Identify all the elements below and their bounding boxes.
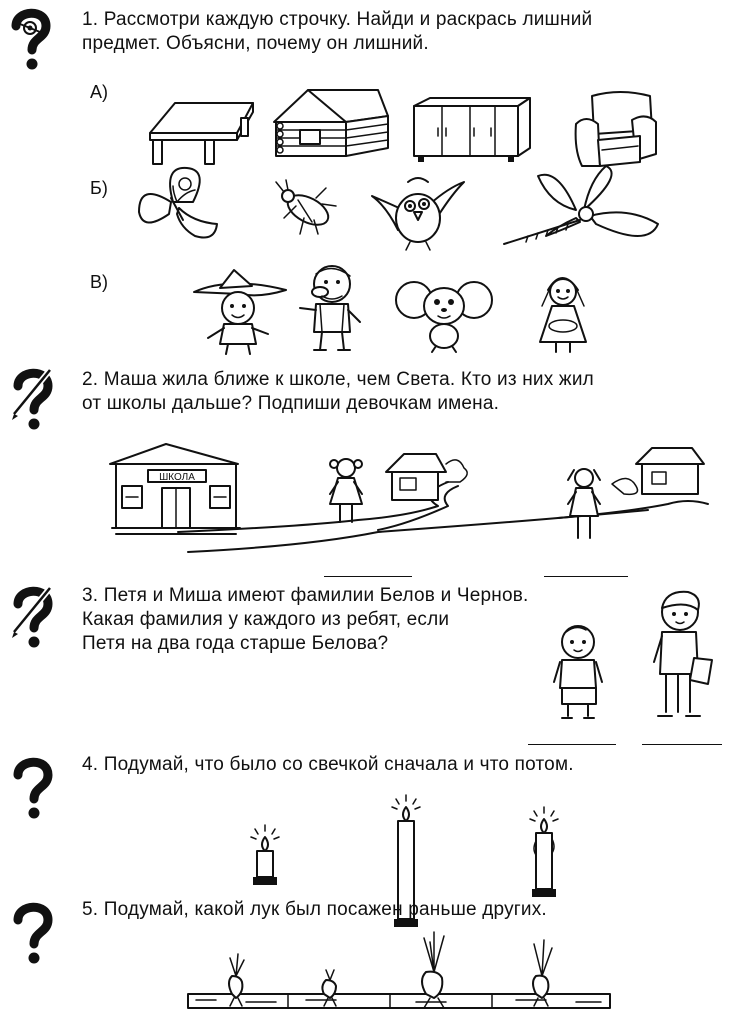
tall-boy-picture[interactable] <box>646 588 716 723</box>
cabinet-picture[interactable] <box>410 96 532 166</box>
school-sign: ШКОЛА <box>159 472 195 483</box>
house-1 <box>386 454 467 500</box>
question-icon <box>8 755 56 819</box>
bird-picture[interactable] <box>368 172 468 254</box>
task-2-text-line-1: 2. Маша жила ближе к школе, чем Света. Кто из них жил <box>82 369 594 390</box>
log-house-picture[interactable] <box>270 86 390 161</box>
task-1-text-line-1: 1. Рассмотри каждую строчку. Найди и раскрась лишний <box>82 9 593 30</box>
task-1 <box>0 0 734 360</box>
school-path-scene <box>108 434 718 564</box>
character-girl-picture[interactable] <box>528 266 598 356</box>
task-4-text-line-1: 4. Подумай, что было со свечкой сначала и что потом. <box>82 754 574 775</box>
row-a-label: А) <box>90 82 108 102</box>
small-boy-picture[interactable] <box>550 622 610 722</box>
task-5 <box>0 890 734 1024</box>
beetle-picture[interactable] <box>270 178 340 238</box>
surname-blank-top-1[interactable] <box>324 576 412 577</box>
armchair-picture[interactable] <box>570 90 660 170</box>
task-5-text-line-1: 5. Подумай, какой лук был посажен раньше других. <box>82 899 547 920</box>
character-boy-picture[interactable] <box>292 262 367 356</box>
question-eye-icon <box>6 6 54 70</box>
question-icon <box>8 900 56 964</box>
surname-blank-top-2[interactable] <box>544 576 628 577</box>
question-pen-icon <box>8 366 56 430</box>
task-1-text-line-2: предмет. Объясни, почему он лишний. <box>82 33 429 54</box>
girl-1[interactable] <box>330 459 362 522</box>
task-2 <box>0 360 734 560</box>
character-hat-picture[interactable] <box>190 268 290 358</box>
cheburashka-picture[interactable] <box>394 274 494 354</box>
dragonfly-picture[interactable] <box>498 164 663 254</box>
onion-bed <box>186 930 616 1020</box>
butterfly-picture[interactable] <box>133 162 223 247</box>
task-3-text-line-2: Какая фамилия у каждого из ребят, если <box>82 609 450 630</box>
row-v-label: В) <box>90 272 108 292</box>
task-3-text-line-3: Петя на два года старше Белова? <box>82 633 389 654</box>
task-3-text-line-1: 3. Петя и Миша имеют фамилии Белов и Чернов. <box>82 585 529 606</box>
task-4 <box>0 745 734 895</box>
task-3 <box>0 570 734 740</box>
candle-short[interactable] <box>245 823 285 893</box>
girl-2[interactable] <box>568 469 600 538</box>
task-2-text-line-2: от школы дальше? Подпиши девочкам имена. <box>82 393 500 414</box>
school-building <box>110 444 240 534</box>
row-b-label: Б) <box>90 178 108 198</box>
house-2 <box>612 448 704 494</box>
question-pen-icon <box>8 584 56 648</box>
table-picture[interactable] <box>145 98 255 168</box>
